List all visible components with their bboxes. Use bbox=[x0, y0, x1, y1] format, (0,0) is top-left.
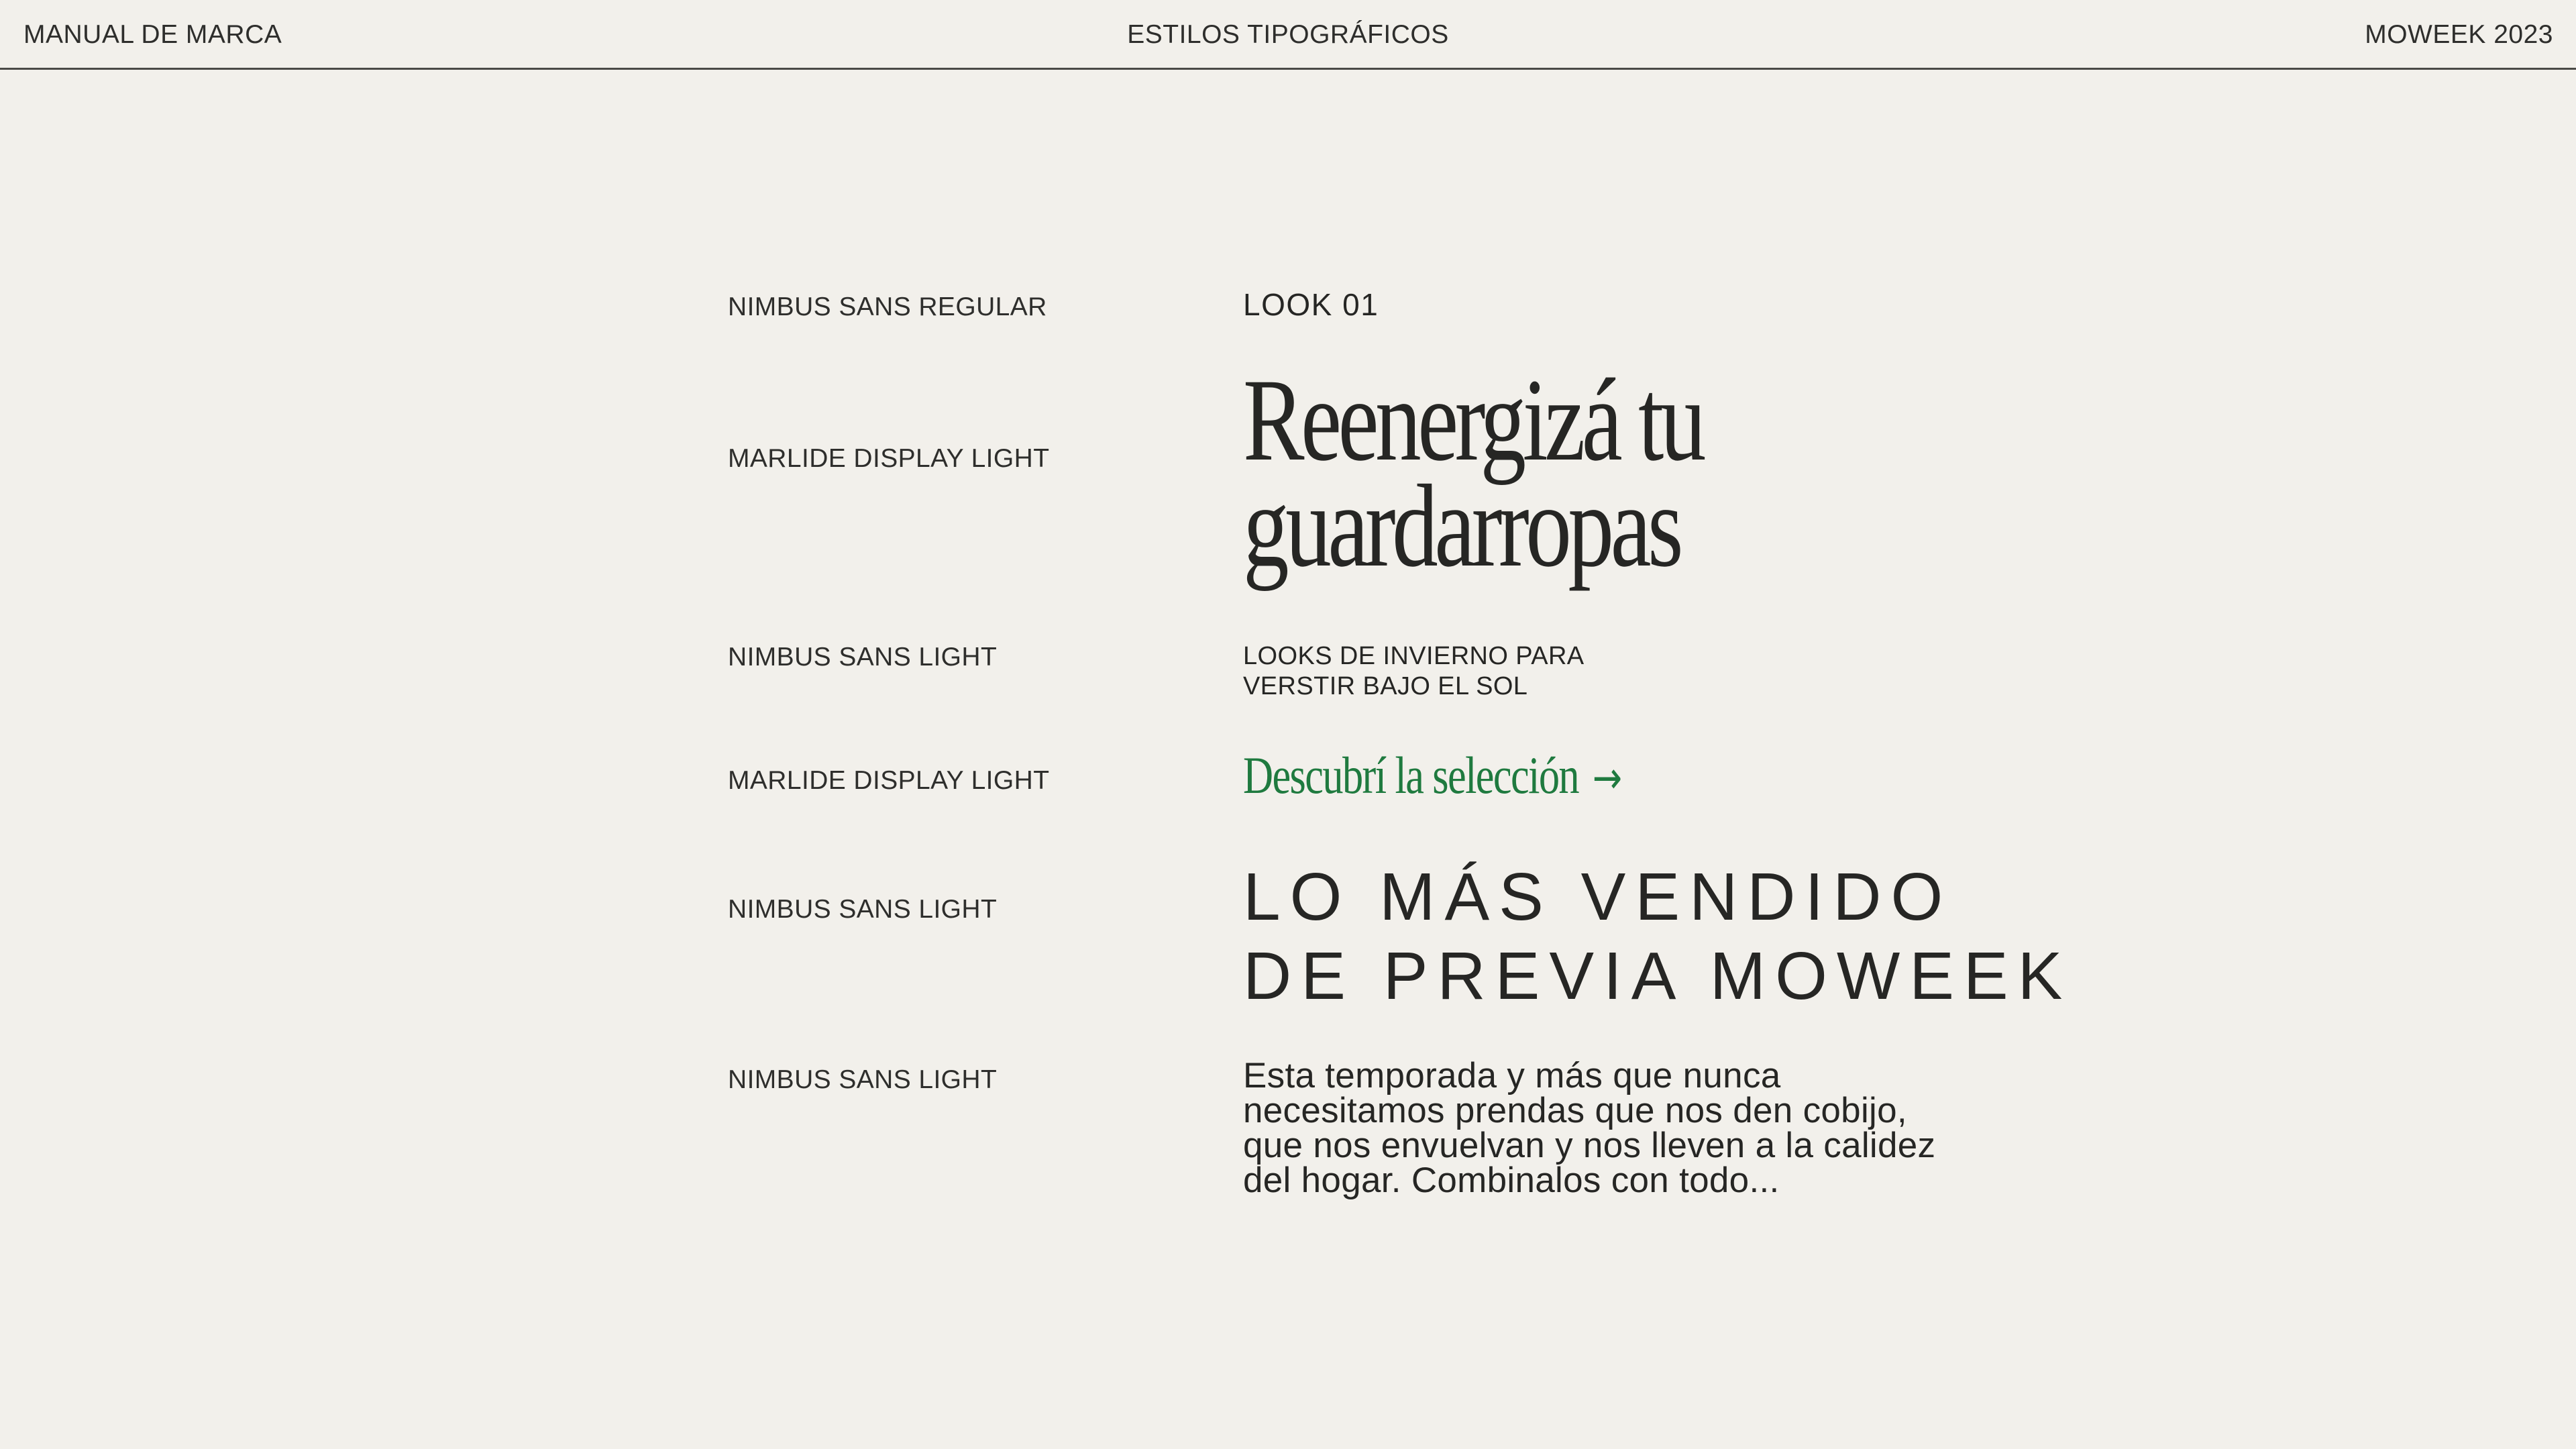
sample-large-caps bbox=[1243, 857, 2072, 1016]
large-caps-line-2: DE PREVIA MOWEEK bbox=[1243, 938, 2072, 1014]
sample-body-paragraph bbox=[1243, 1056, 1936, 1200]
font-label-marlide-light: MARLIDE DISPLAY LIGHT bbox=[728, 444, 1050, 473]
sample-look-label bbox=[1243, 286, 1379, 323]
subheading-line-1: LOOKS DE INVIERNO PARA bbox=[1243, 642, 1585, 670]
font-label-nimbus-light-large: NIMBUS SANS LIGHT bbox=[728, 895, 998, 924]
font-label-nimbus-light-body: NIMBUS SANS LIGHT bbox=[728, 1065, 998, 1094]
arrow-right-icon: → bbox=[1592, 752, 1623, 804]
sample-headline bbox=[1243, 355, 1703, 592]
cta-text: Descubrí la selección bbox=[1243, 746, 1579, 804]
header-right-title: MOWEEK 2023 bbox=[2365, 20, 2553, 49]
page-header bbox=[0, 0, 2576, 70]
header-section-title: ESTILOS TIPOGRÁFICOS bbox=[1127, 20, 1449, 49]
font-label-nimbus-light: NIMBUS SANS LIGHT bbox=[728, 643, 998, 672]
body-line-4: del hogar. Combinalos con todo... bbox=[1243, 1161, 1780, 1200]
font-label-marlide-light-cta: MARLIDE DISPLAY LIGHT bbox=[728, 766, 1050, 795]
sample-subheading bbox=[1243, 641, 1585, 702]
headline-line-2: guardarropas bbox=[1243, 461, 1680, 592]
body-line-3: que nos envuelvan y nos lleven a la calidez bbox=[1243, 1126, 1936, 1165]
sample-look-text: LOOK 01 bbox=[1243, 287, 1379, 322]
subheading-line-2: VERSTIR BAJO EL SOL bbox=[1243, 672, 1528, 700]
header-left-title: MANUAL DE MARCA bbox=[23, 20, 282, 49]
body-line-2: necesitamos prendas que nos den cobijo, bbox=[1243, 1091, 1907, 1130]
large-caps-line-1: LO MÁS VENDIDO bbox=[1243, 859, 1953, 934]
body-line-1: Esta temporada y más que nunca bbox=[1243, 1056, 1781, 1095]
sample-cta-link[interactable] bbox=[1243, 745, 1622, 809]
font-label-nimbus-regular: NIMBUS SANS REGULAR bbox=[728, 292, 1047, 321]
headline-line-1: Reenergizá tu bbox=[1243, 355, 1703, 486]
